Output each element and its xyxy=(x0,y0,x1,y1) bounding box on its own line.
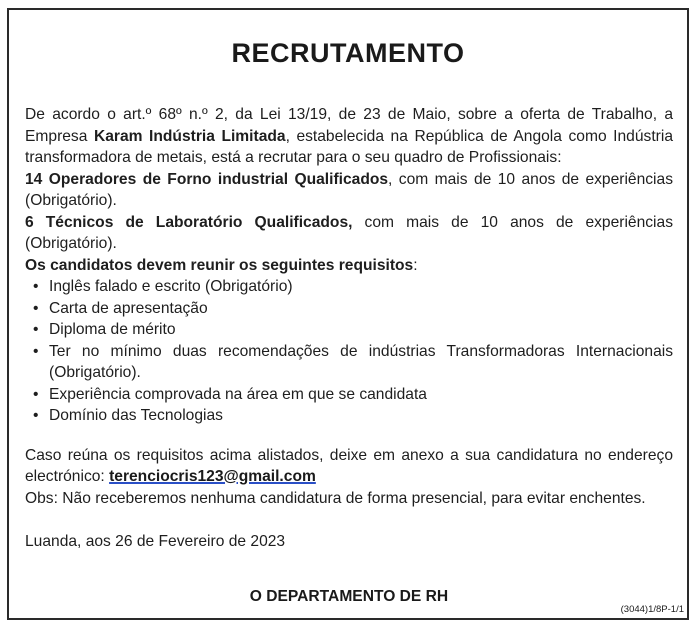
list-item: • Ter no mínimo duas recomendações de indústrias Transformadoras Internacionais (Obrigatório). xyxy=(25,341,673,384)
list-item: • Experiência comprovada na área em que se candidata xyxy=(25,384,673,406)
application-text: Caso reúna os requisitos acima alistados, deixe em anexo a sua candidatura no endereço electrónico: xyxy=(25,446,673,485)
intro-text-1: De acordo o art.º 68º n.º 2, da Lei 13/19, de 23 de Maio, sobre a oferta de Trabalho, a Empresa xyxy=(25,106,673,145)
intro-text-2: , estabelecida na República de Angola como Indústria transformadora de metais, está a recrutar para o seu quadro de Profissionais: xyxy=(25,127,673,166)
position-detail: com mais de 10 anos de experiências (Obrigatório). xyxy=(25,213,673,252)
obs-note: Obs: Não receberemos nenhuma candidatura de forma presencial, para evitar enchentes. xyxy=(25,489,646,507)
position-detail: , com mais de 10 anos de experiências (Obrigatório). xyxy=(25,170,673,209)
application-paragraph xyxy=(25,445,673,488)
page-title: RECRUTAMENTO xyxy=(231,38,465,68)
announcement-frame xyxy=(7,8,689,620)
list-item: • Domínio das Tecnologias xyxy=(25,405,673,427)
position-title: 6 Técnicos de Laboratório Qualificados, xyxy=(25,213,353,231)
announcement-body xyxy=(25,104,673,553)
company-name: Karam Indústria Limitada xyxy=(93,127,286,145)
reference-code: (3044)1/8P-1/1 xyxy=(620,604,684,615)
date-line: Luanda, aos 26 de Fevereiro de 2023 xyxy=(25,533,286,550)
position-technicians xyxy=(25,212,673,255)
signature: O DEPARTAMENTO DE RH xyxy=(249,588,449,605)
position-title: 14 Operadores de Forno industrial Qualificados xyxy=(25,170,389,188)
requirements-list xyxy=(25,276,673,427)
list-item: • Carta de apresentação xyxy=(25,298,673,320)
requirements-heading: Os candidatos devem reunir os seguintes requisitos: xyxy=(25,256,418,274)
email-link[interactable]: terenciocris123@gmail.com xyxy=(109,468,316,485)
intro-paragraph xyxy=(25,104,673,169)
list-item: • Inglês falado e escrito (Obrigatório) xyxy=(25,276,673,298)
position-operators xyxy=(25,169,673,212)
list-item: • Diploma de mérito xyxy=(25,319,673,341)
